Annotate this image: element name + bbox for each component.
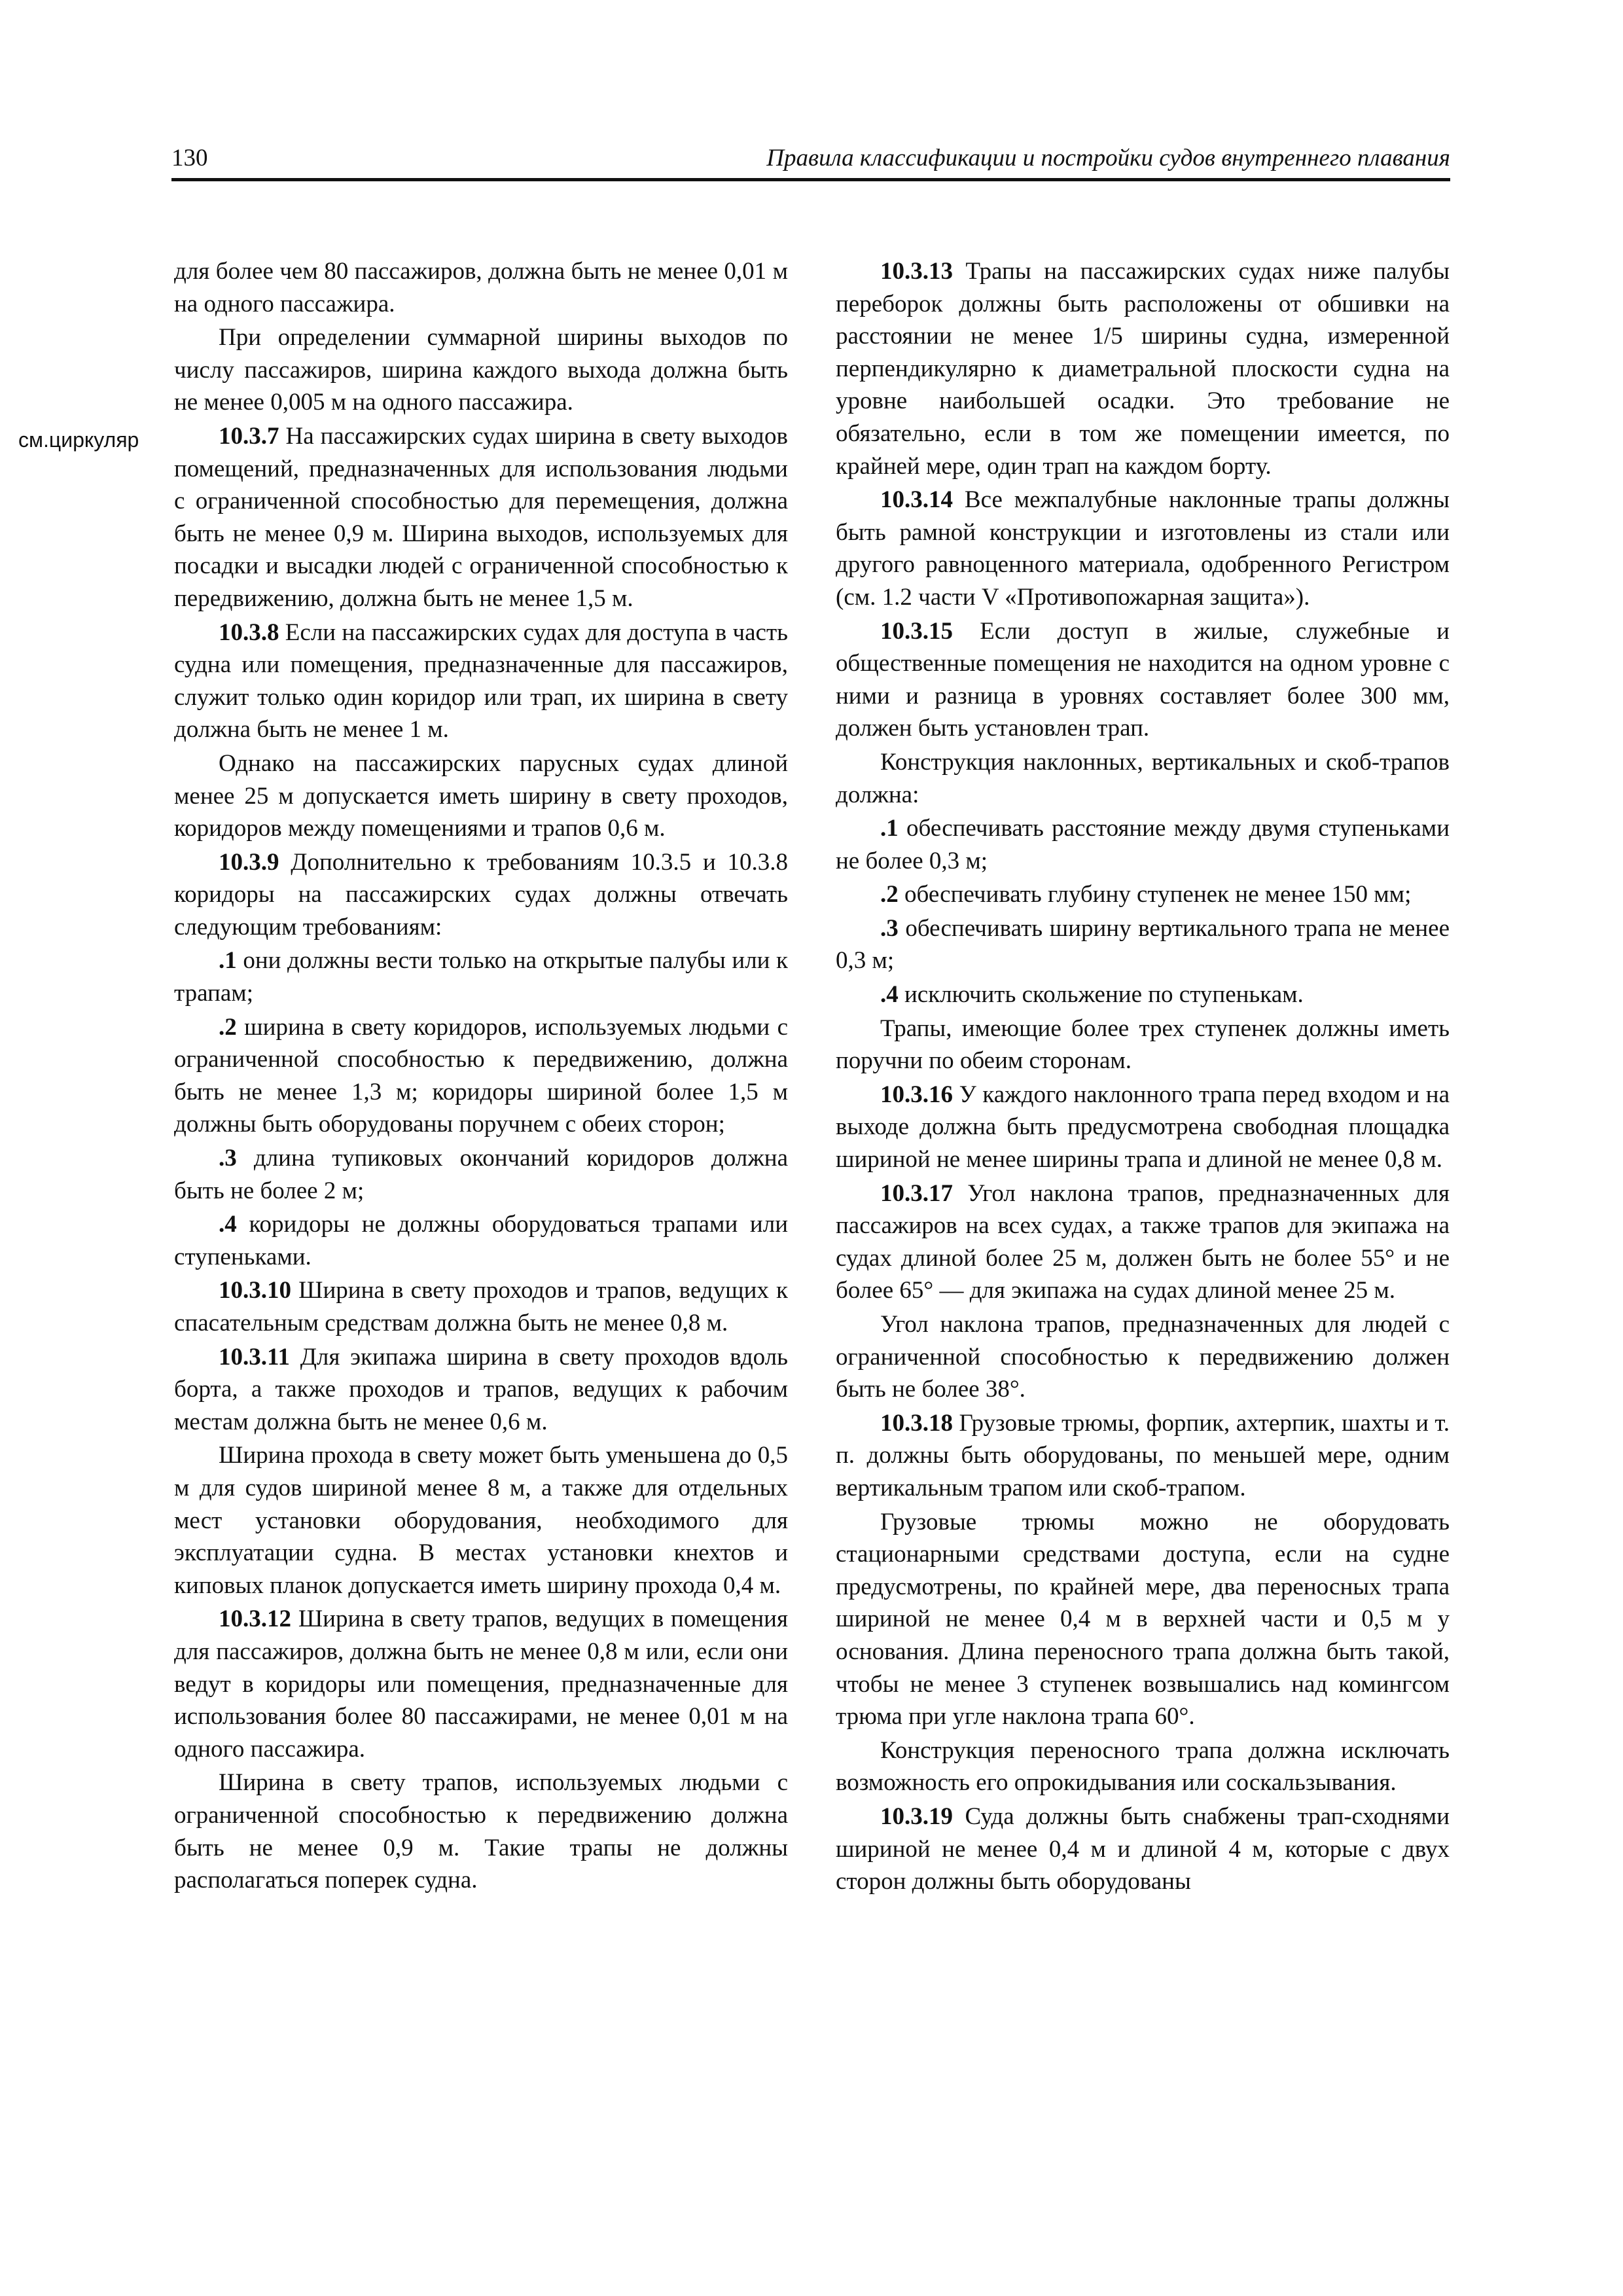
list-item bbox=[174, 944, 788, 1009]
list-item bbox=[836, 812, 1450, 877]
clause-10-3-12 bbox=[174, 1603, 788, 1765]
paragraph bbox=[836, 1308, 1450, 1406]
paragraph-text: Для экипажа ширина в свету проходов вдоль борта, а также проходов и трапов, ведущих к рабочим местам должна быть не менее 0,6 м. bbox=[174, 1343, 789, 1435]
clause-number: 10.3.17 bbox=[880, 1179, 953, 1207]
page-number: 130 bbox=[171, 145, 208, 171]
item-number: .2 bbox=[880, 881, 899, 908]
clause-10-3-14 bbox=[836, 484, 1450, 613]
margin-note: см.циркуляр bbox=[18, 428, 139, 452]
paragraph-text: Конструкция переносного трапа должна исключать возможность его опрокидывания или соскальзывания. bbox=[836, 1736, 1450, 1797]
list-item bbox=[174, 1208, 788, 1273]
clause-number: 10.3.14 bbox=[880, 486, 953, 514]
item-number: .4 bbox=[880, 981, 899, 1009]
clause-10-3-18 bbox=[836, 1407, 1450, 1505]
clause-10-3-11 bbox=[174, 1341, 788, 1439]
clause-number: 10.3.7 bbox=[219, 422, 279, 450]
clause-10-3-13 bbox=[836, 255, 1450, 482]
clause-number: 10.3.19 bbox=[880, 1803, 953, 1830]
paragraph-text: Все межпалубные наклонные трапы должны быть рамной конструкции и изготовлены из стали или другого равноценного материала, одобренного Регистром (см. 1.2 части V «Противопожарная защита»). bbox=[836, 486, 1450, 611]
clause-number: 10.3.9 bbox=[219, 848, 279, 876]
paragraph bbox=[174, 321, 788, 419]
clause-10-3-8 bbox=[174, 617, 788, 746]
header-rule bbox=[171, 178, 1450, 181]
paragraph-text: Если доступ в жилые, служебные и общественные помещения не находится на одном уровне с ними и разница в уровнях составляет более 300 мм, должен быть установлен трап. bbox=[836, 617, 1450, 742]
running-title: Правила классификации и постройки судов внутреннего плавания bbox=[766, 145, 1450, 171]
paragraph-text: Суда должны быть снабжены трап-сходнями шириной не менее 0,4 м и длиной 4 м, которые с двух сторон должны быть оборудованы bbox=[836, 1803, 1450, 1895]
paragraph-text: Ширина в свету проходов и трапов, ведущих к спасательным средствам должна быть не менее 0,8 м. bbox=[174, 1277, 788, 1336]
paragraph-text: Угол наклона трапов, предназначенных для людей с ограниченной способностью к передвижению должен быть не более 38°. bbox=[836, 1311, 1450, 1403]
clause-10-3-17 bbox=[836, 1177, 1450, 1307]
clause-10-3-19 bbox=[836, 1801, 1450, 1898]
list-item bbox=[836, 978, 1450, 1011]
paragraph-text: ширина в свету коридоров, используемых людьми с ограниченной способностью к передвижению, должна быть не менее 1,3 м; коридоры шириной более 1,5 м должны быть оборудованы поручнем с обеих сторон; bbox=[174, 1013, 789, 1138]
paragraph bbox=[174, 747, 788, 845]
paragraph-text: Конструкция наклонных, вертикальных и скоб-трапов должна: bbox=[836, 748, 1450, 808]
item-number: .1 bbox=[880, 815, 899, 842]
paragraph-text: обеспечивать глубину ступенек не менее 150 мм; bbox=[904, 881, 1412, 908]
paragraph bbox=[174, 255, 788, 320]
clause-number: 10.3.13 bbox=[880, 258, 953, 285]
paragraph-text: обеспечивать расстояние между двумя ступеньками не более 0,3 м; bbox=[836, 815, 1450, 874]
paragraph-text: На пассажирских судах ширина в свету выходов помещений, предназначенных для использования людьми с ограниченной способностью для перемещения, должна быть не менее 0,9 м. Ширина выходов, используемых для посадки и высадки людей с ограниченной способностью к передвижению, должна быть не менее 1,5 м. bbox=[174, 422, 788, 612]
paragraph-text: Ширина прохода в свету может быть уменьшена до 0,5 м для судов шириной менее 8 м, а также для отдельных мест установки оборудования, необходимого для эксплуатации судна. В местах установки кнехтов и киповых планок допускается иметь ширину прохода 0,4 м. bbox=[174, 1442, 788, 1599]
clause-10-3-16 bbox=[836, 1079, 1450, 1176]
clause-10-3-10 bbox=[174, 1274, 788, 1339]
list-item bbox=[174, 1142, 788, 1207]
paragraph bbox=[174, 1767, 788, 1896]
paragraph-text: Если на пассажирских судах для доступа в часть судна или помещения, предназначенные для пассажиров, служит только один коридор или трап, их ширина в свету должна быть не менее 1 м. bbox=[174, 619, 789, 744]
paragraph-text: для более чем 80 пассажиров, должна быть не менее 0,01 м на одного пассажира. bbox=[174, 258, 788, 317]
item-number: .3 bbox=[219, 1145, 237, 1172]
item-number: .1 bbox=[219, 947, 237, 975]
clause-10-3-15 bbox=[836, 615, 1450, 745]
clause-number: 10.3.10 bbox=[219, 1277, 291, 1304]
clause-10-3-9 bbox=[174, 846, 788, 944]
paragraph-text: Ширина в свету трапов, ведущих в помещения для пассажиров, должна быть не менее 0,8 м или, если они ведут в коридоры или помещения, предназначенные для использования более 80 пассажирами, не менее 0,01 м на одного пассажира. bbox=[174, 1605, 789, 1763]
paragraph-text: Трапы на пассажирских судах ниже палубы переборок должны быть расположены от обшивки на расстоянии не менее 1/5 ширины судна, измеренной перпендикулярно к диаметральной плоскости судна на уровне наибольшей осадки. Это требование не обязательно, если в том же помещении имеется, по крайней мере, один трап на каждом борту. bbox=[836, 258, 1450, 480]
item-number: .3 bbox=[880, 914, 899, 942]
right-column bbox=[836, 255, 1450, 1899]
clause-number: 10.3.8 bbox=[219, 619, 279, 646]
clause-number: 10.3.11 bbox=[219, 1343, 290, 1371]
paragraph bbox=[836, 1734, 1450, 1799]
paragraph bbox=[836, 746, 1450, 811]
paragraph-text: они должны вести только на открытые палубы или к трапам; bbox=[174, 947, 788, 1007]
list-item bbox=[836, 878, 1450, 911]
paragraph-text: Трапы, имеющие более трех ступенек должны иметь поручни по обеим сторонам. bbox=[836, 1014, 1450, 1075]
paragraph bbox=[836, 1506, 1450, 1733]
paragraph-text: Однако на пассажирских парусных судах длиной менее 25 м допускается иметь ширину в свету проходов, коридоров между помещениями и трапов 0,6 м. bbox=[174, 749, 788, 842]
paragraph-text: исключить скольжение по ступенькам. bbox=[904, 981, 1304, 1009]
paragraph-text: Ширина в свету трапов, используемых людьми с ограниченной способностью к передвижению должна быть не менее 0,9 м. Такие трапы не должны располагаться поперек судна. bbox=[174, 1769, 788, 1894]
paragraph-text: длина тупиковых окончаний коридоров должна быть не более 2 м; bbox=[174, 1145, 788, 1204]
paragraph bbox=[836, 1013, 1450, 1077]
paragraph-text: Угол наклона трапов, предназначенных для пассажиров на всех судах, а также трапов для экипажа на судах длиной более 25 м, должен быть не более 55° и не более 65° — для экипажа на судах длиной менее 25 м. bbox=[836, 1179, 1450, 1304]
paragraph-text: При определении суммарной ширины выходов по числу пассажиров, ширина каждого выхода должна быть не менее 0,005 м на одного пассажира. bbox=[174, 324, 788, 416]
clause-number: 10.3.15 bbox=[880, 617, 953, 645]
paragraph-text: обеспечивать ширину вертикального трапа не менее 0,3 м; bbox=[836, 914, 1450, 975]
clause-number: 10.3.16 bbox=[880, 1081, 953, 1108]
left-column bbox=[174, 255, 788, 1898]
clause-number: 10.3.18 bbox=[880, 1409, 953, 1437]
paragraph-text: Грузовые трюмы можно не оборудовать стационарными средствами доступа, если на судне предусмотрены, по крайней мере, два переносных трапа шириной не менее 0,4 м в верхней части и 0,5 м у основания. Длина переносного трапа должна быть такой, чтобы не менее 3 ступенек возвышались над комингсом трюма при угле наклона трапа 60°. bbox=[836, 1508, 1450, 1731]
paragraph-text: У каждого наклонного трапа перед входом и на выходе должна быть предусмотрена свободная площадка шириной не менее ширины трапа и длиной не менее 0,8 м. bbox=[836, 1081, 1450, 1174]
clause-10-3-7 bbox=[174, 420, 788, 615]
paragraph bbox=[174, 1439, 788, 1602]
paragraph-text: коридоры не должны оборудоваться трапами или ступеньками. bbox=[174, 1211, 789, 1270]
list-item bbox=[174, 1011, 788, 1141]
item-number: .2 bbox=[219, 1013, 237, 1041]
item-number: .4 bbox=[219, 1211, 237, 1238]
paragraph-text: Грузовые трюмы, форпик, ахтерпик, шахты и т. п. должны быть оборудованы, по меньшей мере, одним вертикальным трапом или скоб-трапом. bbox=[836, 1409, 1450, 1501]
paragraph-text: Дополнительно к требованиям 10.3.5 и 10.3.8 коридоры на пассажирских судах должны отвечать следующим требованиям: bbox=[174, 848, 788, 941]
clause-number: 10.3.12 bbox=[219, 1605, 291, 1633]
list-item bbox=[836, 912, 1450, 977]
